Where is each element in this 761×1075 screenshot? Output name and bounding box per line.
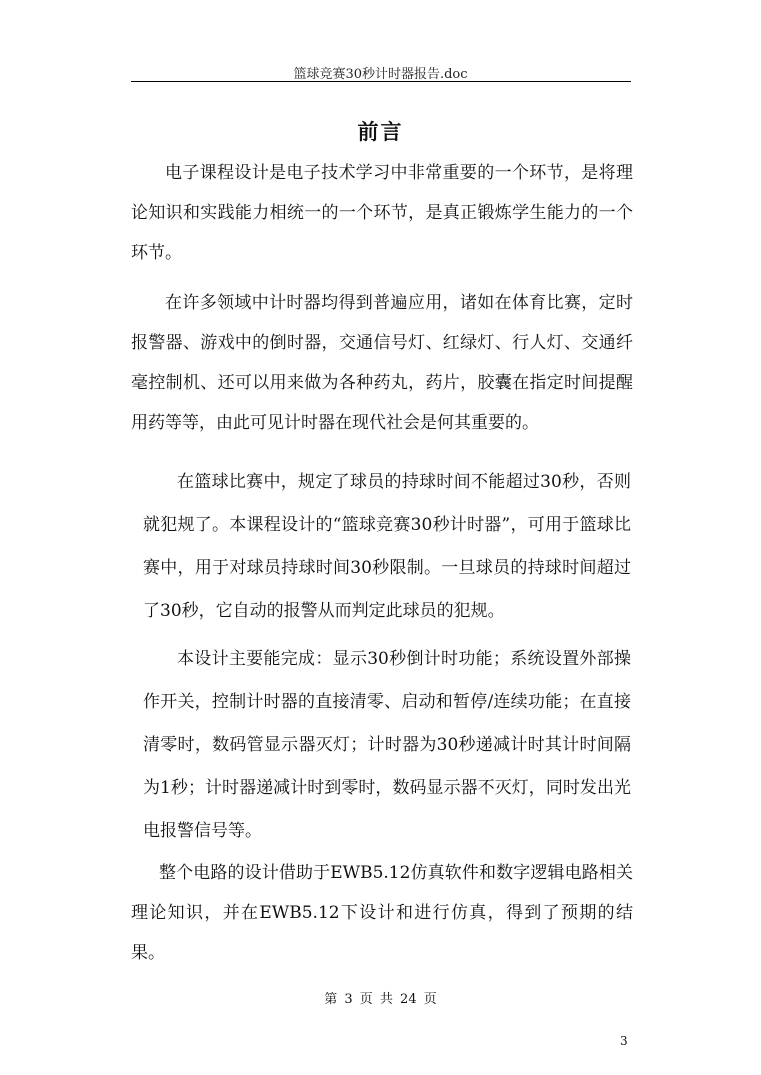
section-title: 前言 — [357, 119, 404, 144]
paragraph-intro: 电子课程设计是电子技术学习中非常重要的一个环节，是将理论知识和实践能力相统一的一个环节，是真正锻炼学生能力的一个环节。 — [131, 163, 633, 263]
paragraph-applications: 在许多领域中计时器均得到普遍应用，诸如在体育比赛，定时报警器、游戏中的倒时器，交通信号灯、红绿灯、行人灯、交通纤毫控制机、还可以用来做为各种药丸，药片，胶囊在指定时间提醒用药等等，由此可见计时器在现代社会是何其重要的。 — [131, 293, 633, 433]
paragraph-basketball-rule: 在篮球比赛中，规定了球员的持球时间不能超过30秒，否则就犯规了。本课程设计的“篮球竞赛30秒计时器”，可用于篮球比赛中，用于对球员持球时间30秒限制。一旦球员的持球时间超过了30秒，它自动的报警从而判定此球员的犯规。 — [143, 472, 631, 621]
page-info-footer: 第 3 页 共 24 页 — [324, 992, 437, 1007]
paragraph-design-functions: 本设计主要能完成：显示30秒倒计时功能；系统设置外部操作开关，控制计时器的直接清零、启动和暂停/连续功能；在直接清零时，数码管显示器灭灯；计时器为30秒递减计时其计时间隔为1秒；计时器递减计时到零时，数码显示器不灭灯，同时发出光电报警信号等。 — [143, 649, 631, 841]
page-number: 3 — [620, 1034, 628, 1048]
document-header-title: 篮球竞赛30秒计时器报告.doc — [293, 67, 468, 82]
paragraph-simulation: 整个电路的设计借助于EWB5.12仿真软件和数字逻辑电路相关理论知识，并在EWB5.12下设计和进行仿真，得到了预期的结果。 — [131, 863, 633, 963]
header-divider — [131, 81, 631, 82]
